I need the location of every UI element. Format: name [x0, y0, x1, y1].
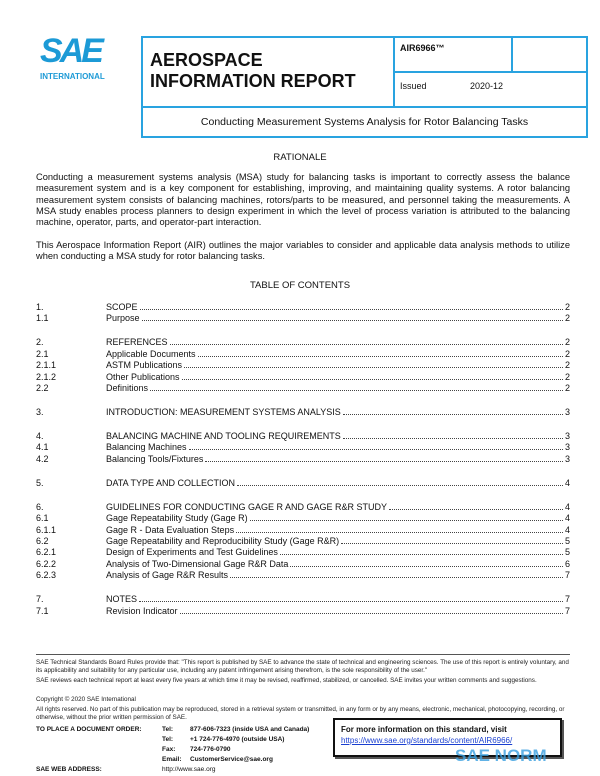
toc-num: 6.1.1: [36, 524, 57, 535]
toc-title: REFERENCES: [106, 337, 168, 348]
toc-entry[interactable]: [36, 570, 570, 581]
toc-title: DATA TYPE AND COLLECTION: [106, 477, 236, 488]
toc-dots: [180, 606, 563, 614]
toc-dots: [236, 525, 563, 533]
toc-title: INTRODUCTION: MEASUREMENT SYSTEMS ANALYSIS: [106, 407, 341, 417]
toc-dots: [182, 372, 563, 380]
toc-entry[interactable]: [36, 525, 570, 536]
toc-num: 4.1: [36, 442, 49, 453]
contact-value: CustomerService@sae.org: [190, 756, 273, 763]
toc-num: 6.: [36, 501, 44, 512]
toc-title: Gage Repeatability and Reproducibility Study (Gage R&R): [106, 536, 340, 546]
toc-entry[interactable]: [36, 313, 570, 324]
document-number: AIR6966™: [400, 43, 445, 53]
toc-page: 4: [564, 477, 570, 488]
toc-entry[interactable]: [36, 372, 570, 383]
toc-title: Gage R - Data Evaluation Steps: [106, 524, 235, 535]
toc-num: 6.1: [36, 513, 49, 524]
toc-dots: [290, 559, 563, 567]
rules-text: SAE Technical Standards Board Rules provide that: "This report is published by SAE to advance the state of technical and engineering sciences. The use of this report is entirely voluntary, and its applicability and suitability for any particular use, including any patent infringement arising therefrom, is the sole responsibility of the user.": [36, 659, 569, 674]
toc-title: Other Publications: [106, 371, 180, 382]
toc-num: 6.2.1: [36, 547, 57, 558]
toc-title: ASTM Publications: [106, 360, 183, 371]
contact-value: 724-776-0790: [190, 746, 231, 753]
toc-num: 7.1: [36, 605, 49, 616]
document-type: AEROSPACE INFORMATION REPORT: [150, 50, 356, 91]
toc-title: GUIDELINES FOR CONDUCTING GAGE R AND GAGE R&R STUDY: [106, 501, 388, 512]
toc-dots: [189, 442, 563, 450]
toc-entry[interactable]: [36, 547, 570, 558]
standard-link[interactable]: https://www.sae.org/standards/content/AIR6966/: [341, 736, 513, 745]
toc-num: 2.1.1: [36, 360, 57, 371]
rights-text: All rights reserved. No part of this publication may be reproduced, stored in a retrieval system or transmitted, in any form or by any means, electronic, mechanical, photocopying, recording, or otherwise, without the prior written permission of SAE.: [36, 706, 565, 721]
watermark: SAE NORM: [455, 746, 547, 765]
toc-dots: [140, 302, 563, 310]
toc-title: Design of Experiments and Test Guidelines: [106, 547, 278, 558]
toc-num: 6.2.3: [36, 570, 57, 581]
sae-logo-subtitle: INTERNATIONAL: [40, 72, 105, 81]
toc-title: Analysis of Gage R&R Results: [106, 570, 229, 581]
toc-page: 2: [564, 348, 570, 359]
toc-page: 7: [564, 570, 570, 581]
toc-dots: [170, 337, 563, 345]
order-label: TO PLACE A DOCUMENT ORDER:: [36, 726, 142, 733]
toc-page: 2: [564, 383, 570, 393]
toc-num: 3.: [36, 407, 44, 417]
toc-dots: [343, 407, 563, 415]
toc-page: 4: [564, 513, 570, 524]
toc-dots: [230, 570, 563, 578]
toc-entry[interactable]: [36, 606, 570, 617]
toc-page: 2: [564, 313, 570, 324]
issued-label: Issued: [400, 81, 427, 91]
toc-entry[interactable]: [36, 442, 570, 453]
toc-entry[interactable]: [36, 559, 570, 570]
toc-title: NOTES: [106, 594, 138, 605]
toc-title: Gage Repeatability Study (Gage R): [106, 513, 248, 524]
toc-entry[interactable]: [36, 349, 570, 360]
toc-num: 2.2: [36, 383, 49, 393]
toc-entry[interactable]: [36, 594, 570, 605]
toc-page: 2: [564, 337, 570, 348]
toc-entry[interactable]: [36, 478, 570, 489]
toc-page: 3: [564, 407, 570, 417]
sae-logo: SAE: [40, 32, 101, 70]
toc-page: 7: [564, 594, 570, 605]
toc-page: 2: [564, 371, 570, 382]
toc-title: Revision Indicator: [106, 605, 178, 616]
toc-heading: TABLE OF CONTENTS: [249, 280, 351, 291]
toc-page: 2: [564, 360, 570, 371]
toc-title: BALANCING MACHINE AND TOOLING REQUIREMENTS: [106, 431, 341, 441]
toc-title: Balancing Machines: [106, 442, 187, 453]
toc-entry[interactable]: [36, 502, 570, 513]
review-text: SAE reviews each technical report at least every five years at which time it may be revised, reaffirmed, stabilized, or cancelled. SAE invites your written comments and suggestions.: [36, 677, 537, 684]
toc-entry[interactable]: [36, 337, 570, 348]
scope-paragraph: This Aerospace Information Report (AIR) outlines the major variables to consider and applicable data analysis methods to utilize when conducting a MSA study for rotor balancing tasks.: [36, 240, 570, 262]
toc-entry[interactable]: [36, 536, 570, 547]
toc-dots: [142, 313, 563, 321]
toc-entry[interactable]: [36, 302, 570, 313]
toc-dots: [341, 536, 563, 544]
toc-dots: [389, 502, 563, 510]
toc-num: 1.1: [36, 313, 49, 324]
rationale-heading: RATIONALE: [273, 152, 327, 163]
toc-entry[interactable]: [36, 431, 570, 442]
toc-page: 4: [564, 524, 570, 535]
toc-page: 5: [564, 536, 570, 546]
toc-title: SCOPE: [106, 302, 138, 312]
toc-num: 2.1.2: [36, 371, 57, 382]
toc-page: 7: [564, 605, 570, 616]
issued-date: 2020-12: [470, 81, 504, 91]
toc-num: 2.: [36, 337, 44, 348]
toc-title: Purpose: [106, 313, 140, 324]
toc-dots: [198, 349, 563, 357]
contact-value: +1 724-776-4970 (outside USA): [190, 736, 285, 743]
toc-entry[interactable]: [36, 407, 570, 418]
toc-entry[interactable]: [36, 454, 570, 465]
web-label: SAE WEB ADDRESS:: [36, 766, 102, 773]
toc-entry[interactable]: [36, 383, 570, 394]
contact-label: Fax:: [162, 746, 176, 753]
contact-value: 877-606-7323 (inside USA and Canada): [190, 726, 310, 733]
toc-num: 6.2: [36, 536, 49, 546]
contact-label: Email:: [162, 756, 182, 763]
contact-label: Tel:: [162, 736, 174, 743]
toc-title: Balancing Tools/Fixtures: [106, 453, 204, 464]
toc-page: 4: [564, 501, 570, 512]
toc-title: Applicable Documents: [106, 348, 196, 359]
toc-dots: [139, 594, 563, 602]
copyright-text: Copyright © 2020 SAE International: [36, 696, 136, 703]
toc-num: 7.: [36, 594, 44, 605]
web-address[interactable]: http://www.sae.org: [162, 766, 216, 773]
divider: [36, 654, 570, 655]
toc-dots: [150, 383, 563, 391]
toc-page: 5: [564, 547, 570, 558]
toc-num: 6.2.2: [36, 558, 57, 569]
toc-dots: [205, 454, 563, 462]
toc-dots: [237, 478, 563, 486]
toc-dots: [280, 547, 563, 555]
toc-num: 2.1: [36, 348, 49, 359]
toc-num: 4.: [36, 431, 44, 441]
rationale-paragraph: Conducting a measurement systems analysis (MSA) study for balancing tasks is important to correctly assess the balance measurement system and is a key component for establishing, improving, and maintaining quality systems. A rotor balancing measurement system consists of balancing machines, rotors/parts to be measured, and personnel taking the measurements. A MSA study enables process planners to design experiment in which the level of process variation is attributed to the balancing machine, operator, parts, and operator-part interaction.: [36, 172, 570, 228]
toc-entry[interactable]: [36, 360, 570, 371]
toc-entry[interactable]: [36, 513, 570, 524]
toc-title: Analysis of Two-Dimensional Gage R&R Data: [106, 558, 289, 569]
toc-page: 3: [564, 453, 570, 464]
toc-page: 3: [564, 442, 570, 453]
toc-dots: [250, 513, 563, 521]
toc-dots: [343, 431, 563, 439]
toc-page: 6: [564, 558, 570, 569]
contact-label: Tel:: [162, 726, 174, 733]
toc-page: 3: [564, 431, 570, 441]
more-info-text: For more information on this standard, visit: [341, 725, 507, 734]
toc-title: Definitions: [106, 383, 149, 393]
toc-num: 4.2: [36, 453, 49, 464]
document-title: Conducting Measurement Systems Analysis for Rotor Balancing Tasks: [200, 116, 529, 128]
toc-page: 2: [564, 302, 570, 312]
toc-num: 1.: [36, 302, 44, 312]
toc-num: 5.: [36, 477, 44, 488]
toc-dots: [184, 360, 563, 368]
